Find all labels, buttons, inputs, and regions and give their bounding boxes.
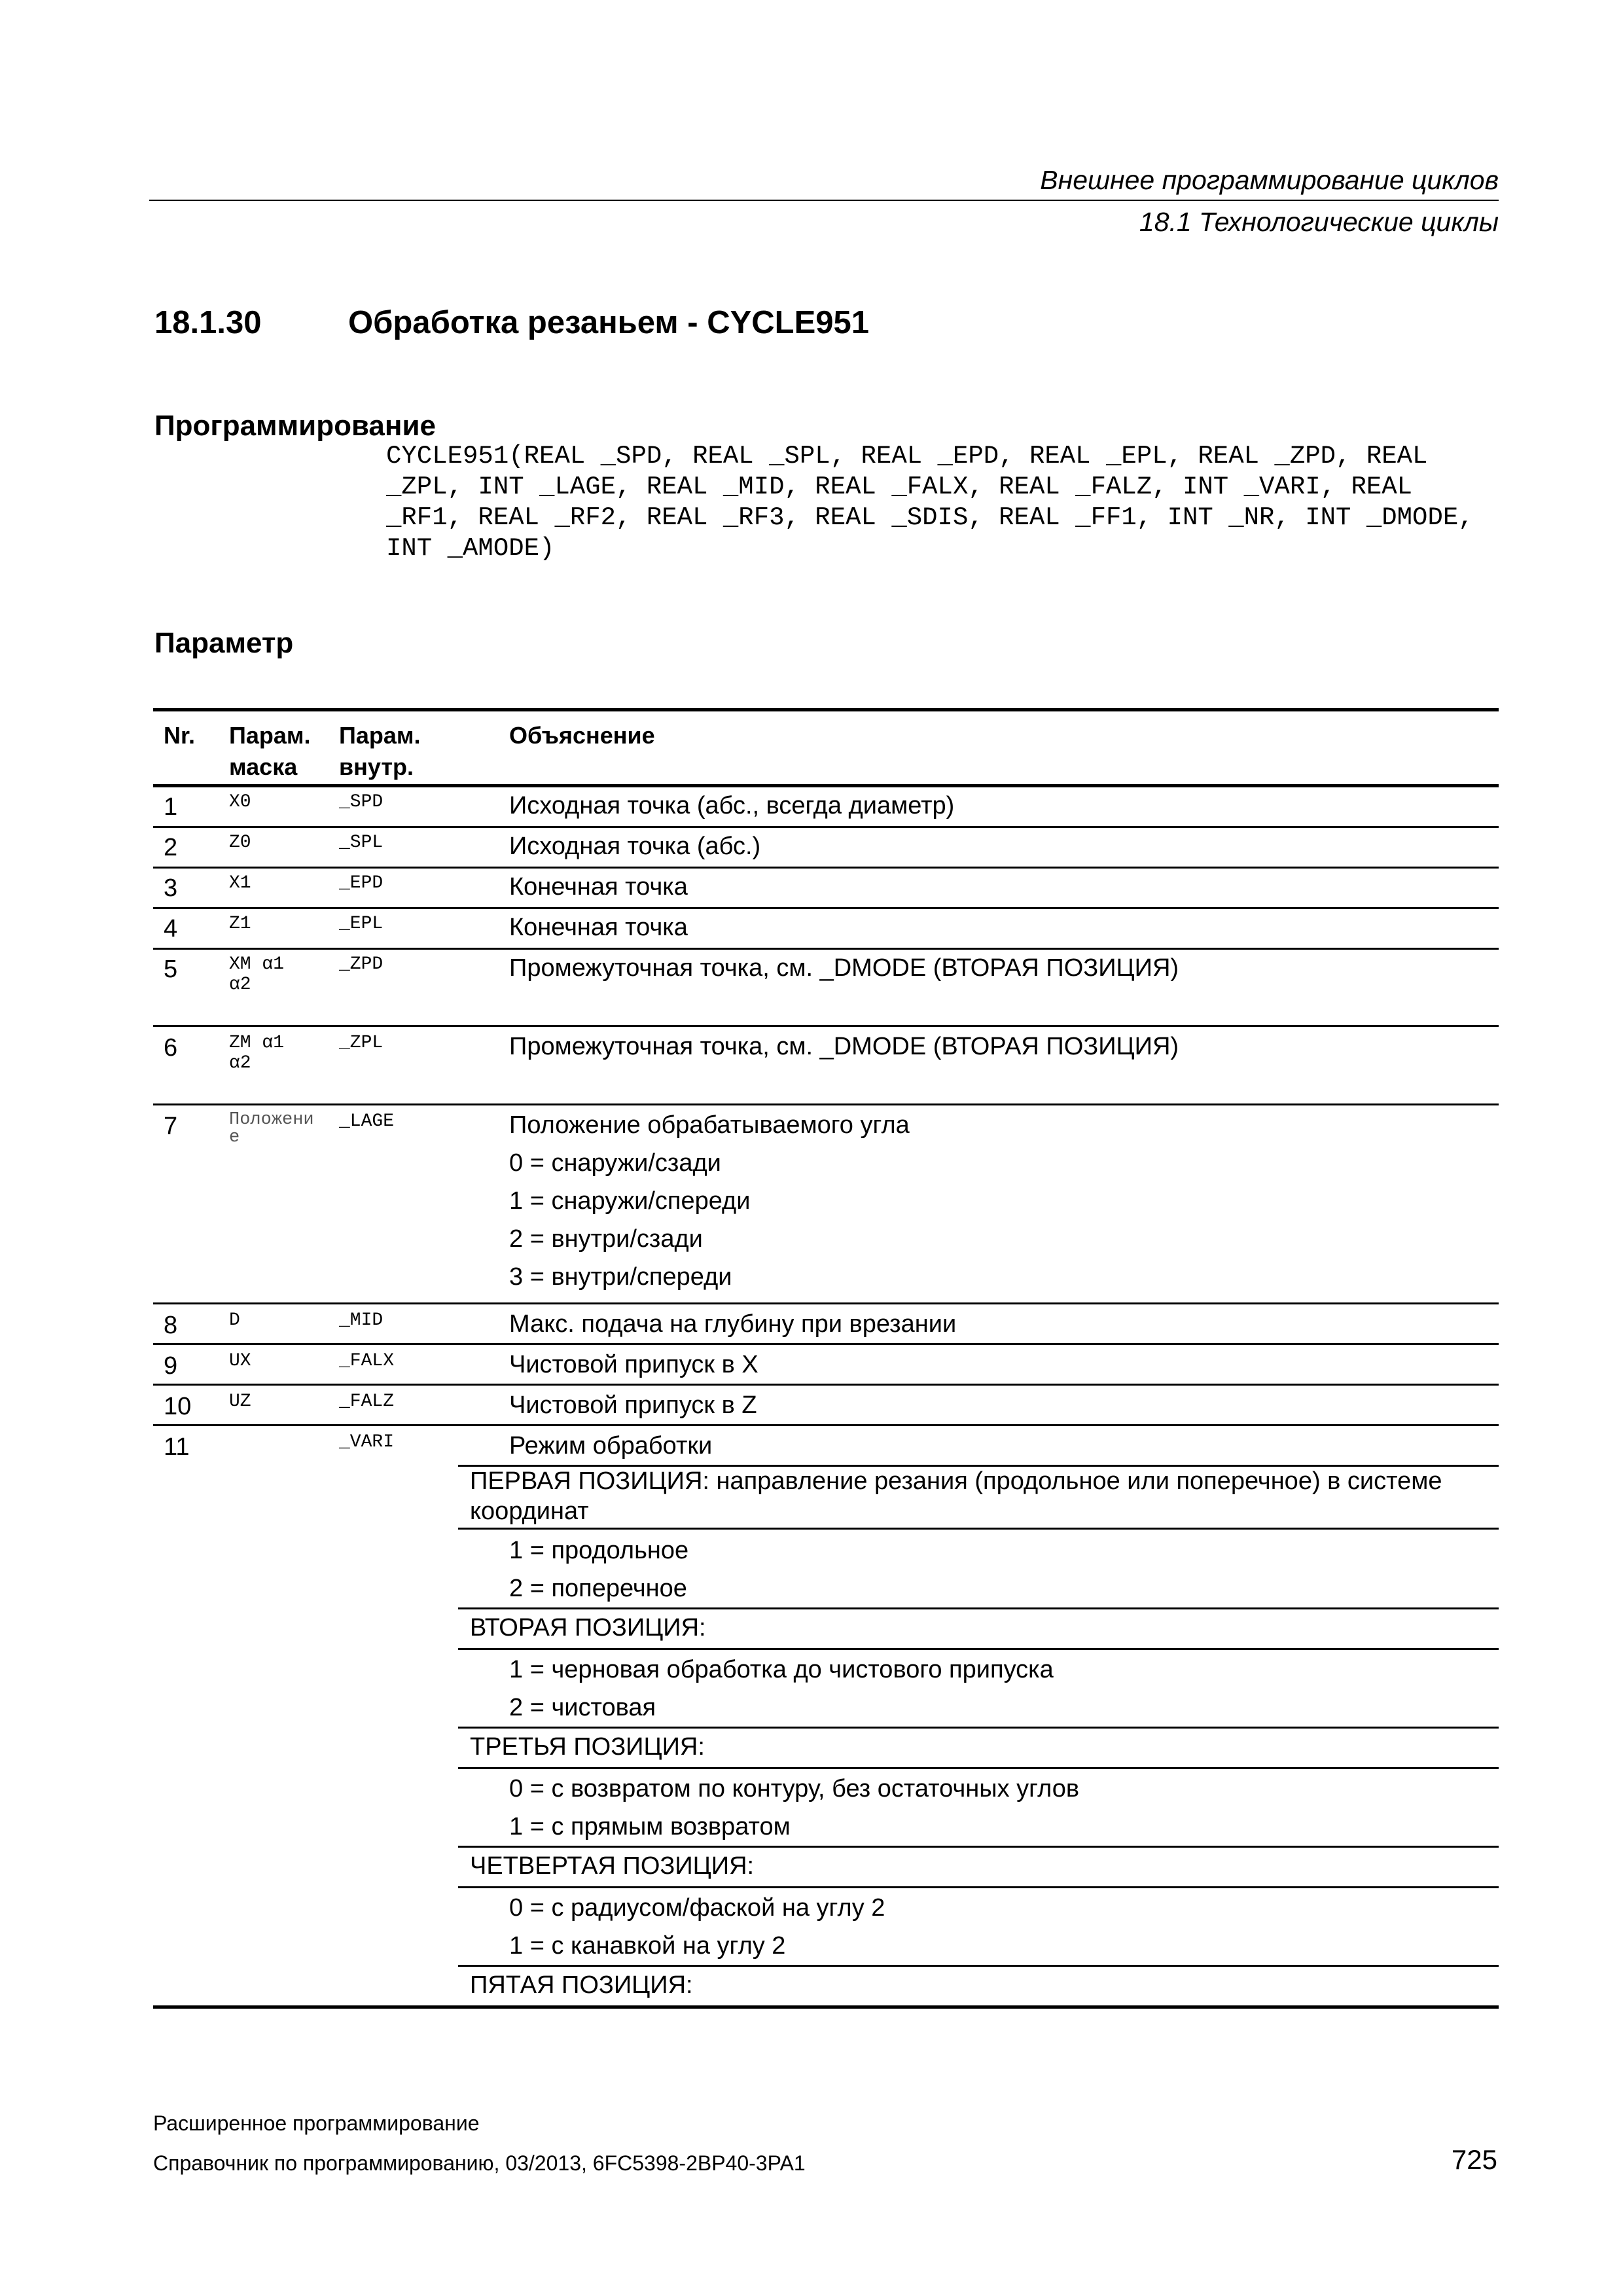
row-mask: Z1 <box>229 914 251 934</box>
parameters-heading: Параметр <box>154 627 294 659</box>
row-mask: D <box>229 1310 240 1331</box>
row-explanation: Чистовой припуск в Z <box>509 1391 757 1419</box>
option-item: 2 = внутри/сзади <box>509 1225 703 1253</box>
row-mask: Положение <box>229 1110 314 1147</box>
row-internal: _FALX <box>339 1351 395 1371</box>
row-internal: _FALZ <box>339 1391 395 1412</box>
vari-position-4: ЧЕТВЕРТАЯ ПОЗИЦИЯ: <box>470 1852 755 1880</box>
row-rule <box>153 867 1499 869</box>
running-header-chapter: Внешнее программирование циклов <box>1040 165 1499 195</box>
footer-reference: Справочник по программированию, 03/2013, 6FC5398-2BP40-3PA1 <box>153 2151 806 2175</box>
row-explanation: Макс. подача на глубину при врезании <box>509 1310 957 1338</box>
row-explanation: Положение обрабатываемого угла <box>509 1111 910 1139</box>
col-header-internal: Парам. внутр. <box>339 722 421 780</box>
row-explanation: Конечная точка <box>509 914 688 941</box>
row-explanation: Конечная точка <box>509 873 688 901</box>
row-mask: UZ <box>229 1391 251 1412</box>
row-internal: _EPD <box>339 873 383 893</box>
footer-title: Расширенное программирование <box>153 2111 480 2135</box>
table-top-rule <box>153 708 1499 711</box>
section-title: Обработка резаньем - CYCLE951 <box>348 305 870 340</box>
row-internal: _SPL <box>339 833 383 853</box>
row-rule <box>153 1103 1499 1105</box>
row-internal: _SPD <box>339 792 383 812</box>
row-internal: _MID <box>339 1310 383 1331</box>
option-item: 1 = с канавкой на углу 2 <box>509 1932 786 1960</box>
row-rule <box>153 1424 1499 1426</box>
option-item: 0 = с возвратом по контуру, без остаточных углов <box>509 1775 1080 1803</box>
row-mask: Z0 <box>229 833 251 853</box>
sub-rule <box>458 1886 1499 1888</box>
row-rule <box>153 948 1499 950</box>
row-mask: ZM α1 α2 <box>229 1033 285 1073</box>
option-item: 1 = с прямым возвратом <box>509 1813 791 1840</box>
programming-heading: Программирование <box>154 410 436 442</box>
row-explanation: Промежуточная точка, см. _DMODE (ВТОРАЯ ПОЗИЦИЯ) <box>509 1033 1179 1060</box>
row-internal: _VARI <box>339 1432 395 1452</box>
vari-position-5: ПЯТАЯ ПОЗИЦИЯ: <box>470 1971 693 1999</box>
row-explanation: Исходная точка (абс., всегда диаметр) <box>509 792 955 819</box>
option-item: 2 = поперечное <box>509 1575 687 1602</box>
row-nr: 1 <box>164 793 178 821</box>
row-rule <box>153 1302 1499 1304</box>
row-mask: XM α1 α2 <box>229 954 285 995</box>
row-nr: 6 <box>164 1034 178 1062</box>
row-rule <box>153 907 1499 909</box>
row-internal: _ZPL <box>339 1033 383 1053</box>
option-item: 1 = черновая обработка до чистового припуска <box>509 1656 1054 1683</box>
row-nr: 9 <box>164 1352 178 1380</box>
col-header-mask: Парам. маска <box>229 722 311 780</box>
option-item: 1 = снаружи/спереди <box>509 1187 751 1215</box>
row-nr: 4 <box>164 915 178 942</box>
row-explanation: Промежуточная точка, см. _DMODE (ВТОРАЯ ПОЗИЦИЯ) <box>509 954 1179 982</box>
option-item: 1 = продольное <box>509 1537 689 1564</box>
table-header-rule <box>153 784 1499 787</box>
row-nr: 8 <box>164 1312 178 1339</box>
row-mask: X1 <box>229 873 251 893</box>
row-mask: X0 <box>229 792 251 812</box>
option-item: 3 = внутри/спереди <box>509 1263 732 1291</box>
row-internal: _LAGE <box>339 1111 395 1132</box>
row-rule <box>153 1025 1499 1027</box>
row-nr: 5 <box>164 956 178 983</box>
row-explanation: Исходная точка (абс.) <box>509 833 761 860</box>
header-rule <box>149 200 1499 201</box>
row-nr: 2 <box>164 834 178 861</box>
option-item: 2 = чистовая <box>509 1694 656 1721</box>
row-rule <box>153 1384 1499 1386</box>
row-nr: 7 <box>164 1113 178 1140</box>
row-nr: 10 <box>164 1393 192 1420</box>
sub-rule <box>458 1528 1499 1530</box>
section-number: 18.1.30 <box>154 305 262 340</box>
page-number: 725 <box>1451 2144 1497 2175</box>
col-header-explanation: Объяснение <box>509 722 655 749</box>
row-nr: 11 <box>164 1433 190 1461</box>
sub-rule <box>458 1965 1499 1967</box>
option-item: 0 = с радиусом/фаской на углу 2 <box>509 1894 885 1922</box>
row-rule <box>153 826 1499 828</box>
vari-position-2: ВТОРАЯ ПОЗИЦИЯ: <box>470 1614 706 1641</box>
running-header-section: 18.1 Технологические циклы <box>1139 207 1499 237</box>
row-explanation: Режим обработки <box>509 1432 713 1460</box>
row-internal: _EPL <box>339 914 383 934</box>
sub-rule <box>458 1727 1499 1729</box>
row-internal: _ZPD <box>339 954 383 975</box>
sub-rule <box>458 1607 1499 1609</box>
vari-position-3: ТРЕТЬЯ ПОЗИЦИЯ: <box>470 1733 705 1761</box>
sub-rule <box>458 1767 1499 1769</box>
sub-rule <box>458 1846 1499 1848</box>
cycle-syntax: CYCLE951(REAL _SPD, REAL _SPL, REAL _EPD, REAL _EPL, REAL _ZPD, REAL _ZPL, INT _LAGE, REAL _MID, REAL _FALX, REAL _FALZ, INT _VARI, REAL _RF1, REAL _RF2, REAL _RF3, REAL _SDIS, REAL _FF1, INT _NR, INT _DMODE, INT _AMODE) <box>386 442 1489 563</box>
row-mask: UX <box>229 1351 251 1371</box>
vari-position-1: ПЕРВАЯ ПОЗИЦИЯ: направление резания (продольное или поперечное) в системе координат <box>470 1467 1442 1525</box>
row-nr: 3 <box>164 874 178 902</box>
sub-rule <box>458 1648 1499 1650</box>
table-bottom-rule <box>153 2005 1499 2009</box>
option-item: 0 = снаружи/сзади <box>509 1149 721 1177</box>
col-header-nr: Nr. <box>164 722 196 749</box>
row-explanation: Чистовой припуск в X <box>509 1351 758 1378</box>
row-rule <box>153 1343 1499 1345</box>
